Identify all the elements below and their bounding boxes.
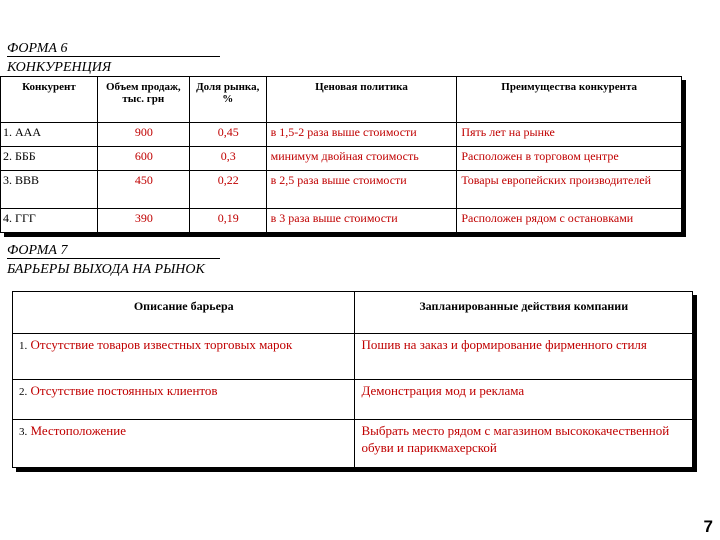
header-price-policy: Ценовая политика <box>266 77 457 123</box>
planned-action: Демонстрация мод и реклама <box>355 380 693 420</box>
table-row <box>1 147 682 171</box>
planned-action: Пошив на заказ и формирование фирменного стиля <box>355 334 693 380</box>
planned-action: Выбрать место рядом с магазином высококачественной обуви и парикмахерской <box>355 420 693 468</box>
page-number: 7 <box>703 517 713 536</box>
header-share: Доля рынка, % <box>189 77 266 123</box>
table-row <box>13 380 693 420</box>
barriers-table <box>12 291 693 468</box>
advantage: Расположен в торговом центре <box>457 147 682 171</box>
competitor-name: 4. ГГГ <box>1 209 98 233</box>
table2-shadow-right <box>693 295 697 472</box>
barrier-description <box>13 420 355 468</box>
barrier-text: Отсутствие постоянных клиентов <box>30 383 218 398</box>
advantage: Пять лет на рынке <box>457 123 682 147</box>
header-barrier: Описание барьера <box>13 292 355 334</box>
sales-value: 600 <box>97 147 189 171</box>
table2-shadow-bottom <box>16 468 697 472</box>
share-value: 0,3 <box>189 147 266 171</box>
table1-shadow-bottom <box>4 233 686 237</box>
form6-label-underline <box>7 56 220 57</box>
header-competitor: Конкурент <box>1 77 98 123</box>
table-row <box>1 123 682 147</box>
table-row <box>13 334 693 380</box>
barrier-description <box>13 380 355 420</box>
price-policy: минимум двойная стоимость <box>266 147 457 171</box>
advantage: Товары европейских производителей <box>457 171 682 209</box>
competitor-name: 1. ААА <box>1 123 98 147</box>
header-actions: Запланированные действия компании <box>355 292 693 334</box>
barrier-description <box>13 334 355 380</box>
table-row <box>13 420 693 468</box>
share-value: 0,45 <box>189 123 266 147</box>
header-advantages: Преимущества конкурента <box>457 77 682 123</box>
form7-label-underline <box>7 258 220 259</box>
table1-shadow-right <box>682 80 686 237</box>
form6-title: КОНКУРЕНЦИЯ <box>7 60 112 75</box>
form7-label: ФОРМА 7 <box>7 243 68 258</box>
barrier-text: Отсутствие товаров известных торговых марок <box>30 337 293 352</box>
table-row <box>1 171 682 209</box>
competitor-name: 3. ВВВ <box>1 171 98 209</box>
sales-value: 390 <box>97 209 189 233</box>
price-policy: в 3 раза выше стоимости <box>266 209 457 233</box>
table2-header-row <box>13 292 693 334</box>
price-policy: в 1,5-2 раза выше стоимости <box>266 123 457 147</box>
price-policy: в 2,5 раза выше стоимости <box>266 171 457 209</box>
share-value: 0,22 <box>189 171 266 209</box>
sales-value: 900 <box>97 123 189 147</box>
table-row <box>1 209 682 233</box>
table1-header-row <box>1 77 682 123</box>
barrier-number: 2. <box>19 386 28 398</box>
form6-label: ФОРМА 6 <box>7 41 68 56</box>
form7-title: БАРЬЕРЫ ВЫХОДА НА РЫНОК <box>7 262 205 277</box>
share-value: 0,19 <box>189 209 266 233</box>
competition-table <box>0 76 682 233</box>
header-sales: Объем продаж, тыс. грн <box>97 77 189 123</box>
barrier-number: 3. <box>19 426 28 438</box>
sales-value: 450 <box>97 171 189 209</box>
barrier-number: 1. <box>19 340 28 352</box>
barrier-text: Местоположение <box>30 423 126 438</box>
competitor-name: 2. БББ <box>1 147 98 171</box>
advantage: Расположен рядом с остановками <box>457 209 682 233</box>
